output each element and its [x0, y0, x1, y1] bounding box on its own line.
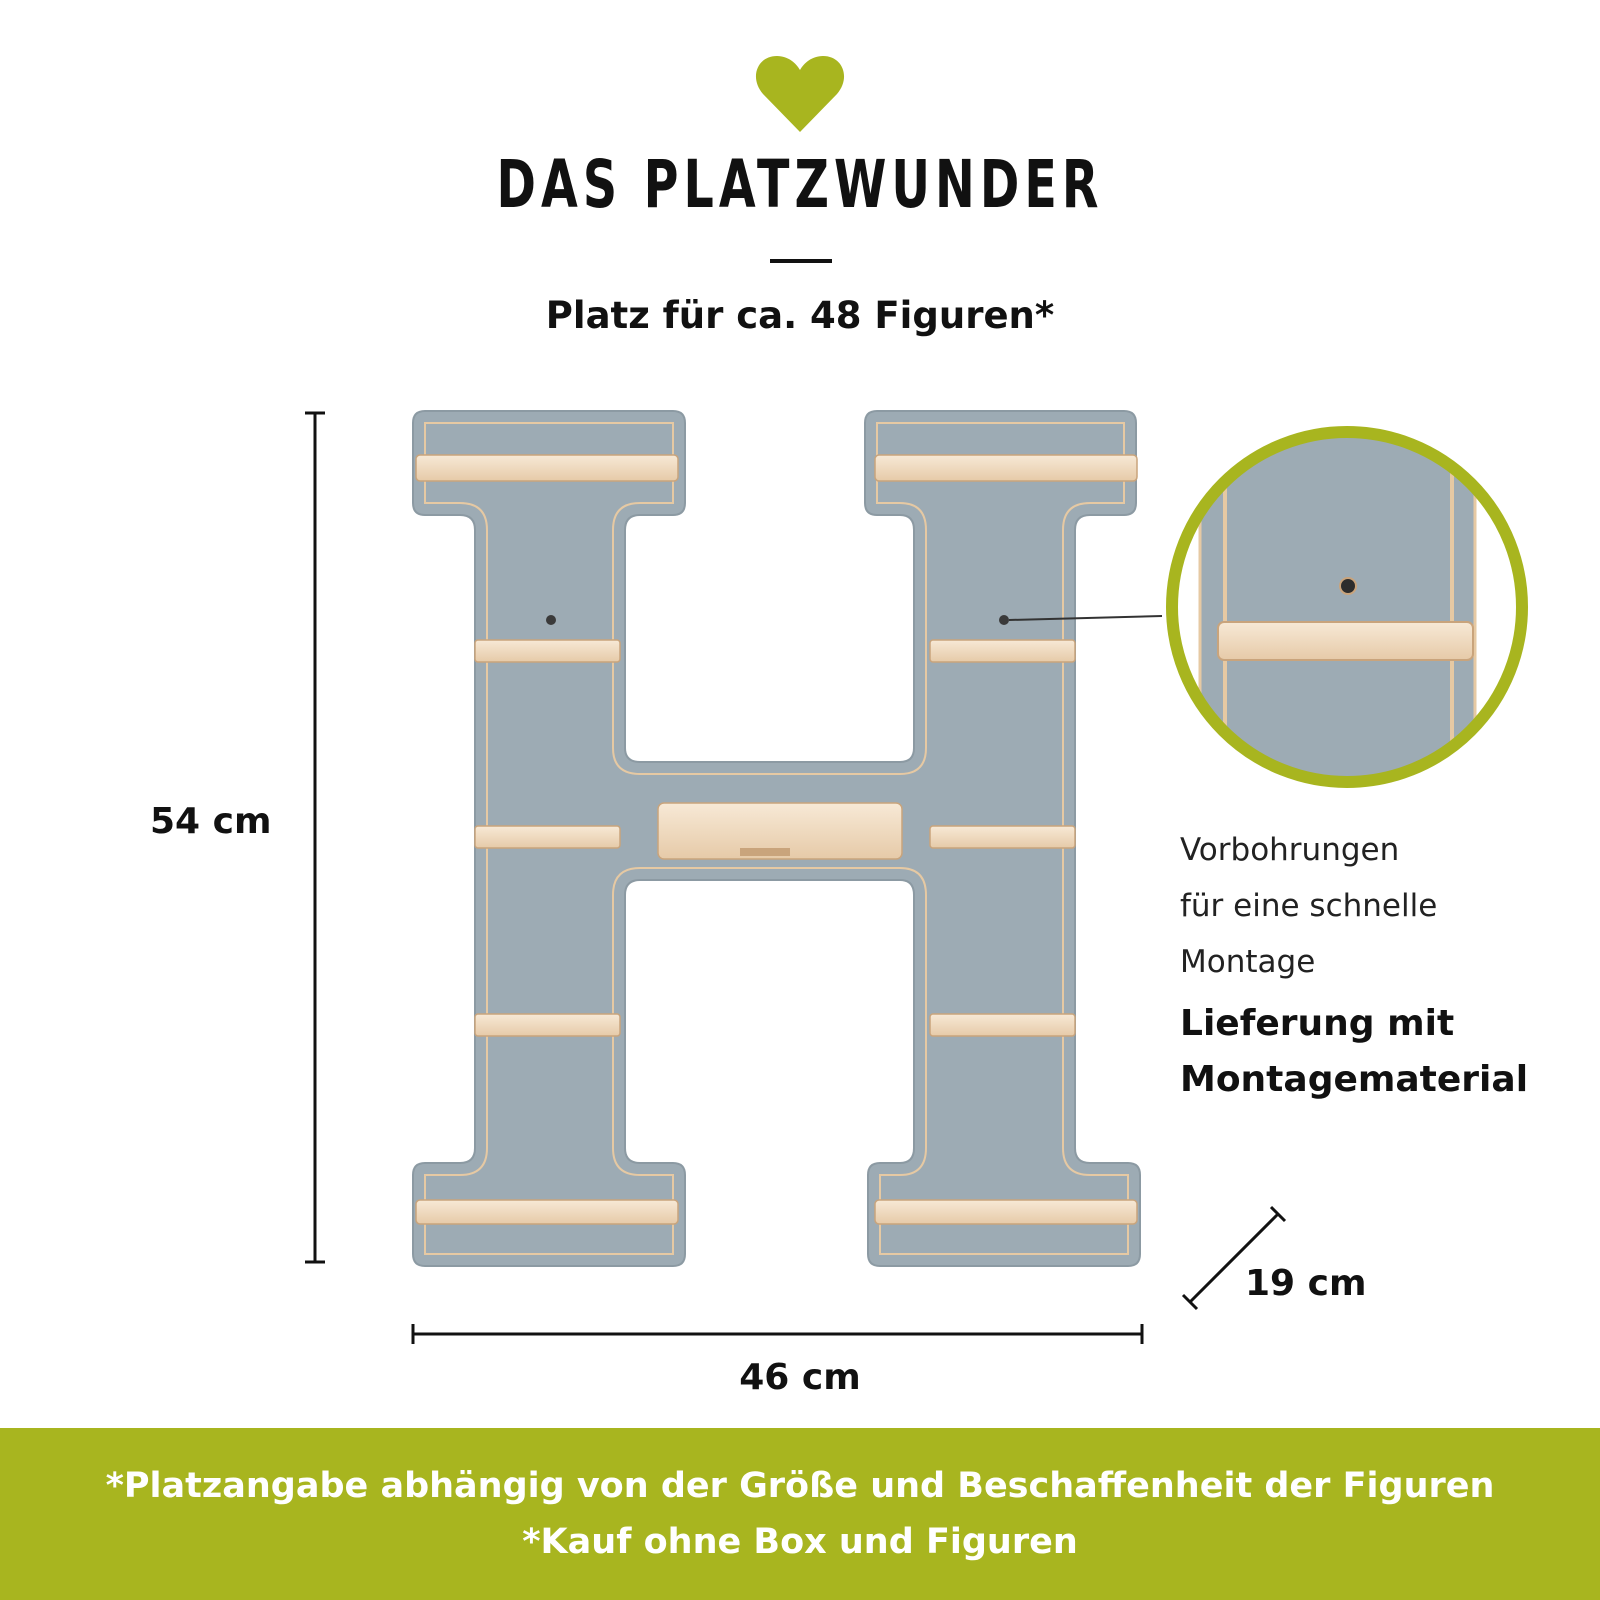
page-subtitle: Platz für ca. 48 Figuren* [545, 294, 1055, 337]
page-title: DAS PLATZWUNDER [496, 146, 1104, 223]
height-label: 54 cm [150, 801, 272, 842]
delivery-note [1180, 996, 1590, 1108]
predrill-note-line: Montage [1180, 944, 1316, 980]
delivery-note-line: Lieferung mit [1180, 1003, 1455, 1044]
height-dimension-line [305, 413, 325, 1262]
footer-banner [0, 1428, 1600, 1600]
zoom-detail [1172, 420, 1522, 800]
depth-label: 19 cm [1245, 1263, 1367, 1304]
predrill-note-line: Vorbohrungen [1180, 832, 1400, 868]
predrill-note [1180, 822, 1580, 990]
width-dimension-line [413, 1324, 1142, 1344]
width-label: 46 cm [739, 1357, 861, 1398]
footer-disclaimer-space: *Platzangabe abhängig von der Größe und Beschaffenheit der Figuren [105, 1466, 1495, 1506]
predrill-note-line: für eine schnelle [1180, 888, 1438, 924]
footer-disclaimer-purchase: *Kauf ohne Box und Figuren [522, 1522, 1078, 1562]
delivery-note-line: Montagematerial [1180, 1059, 1529, 1100]
